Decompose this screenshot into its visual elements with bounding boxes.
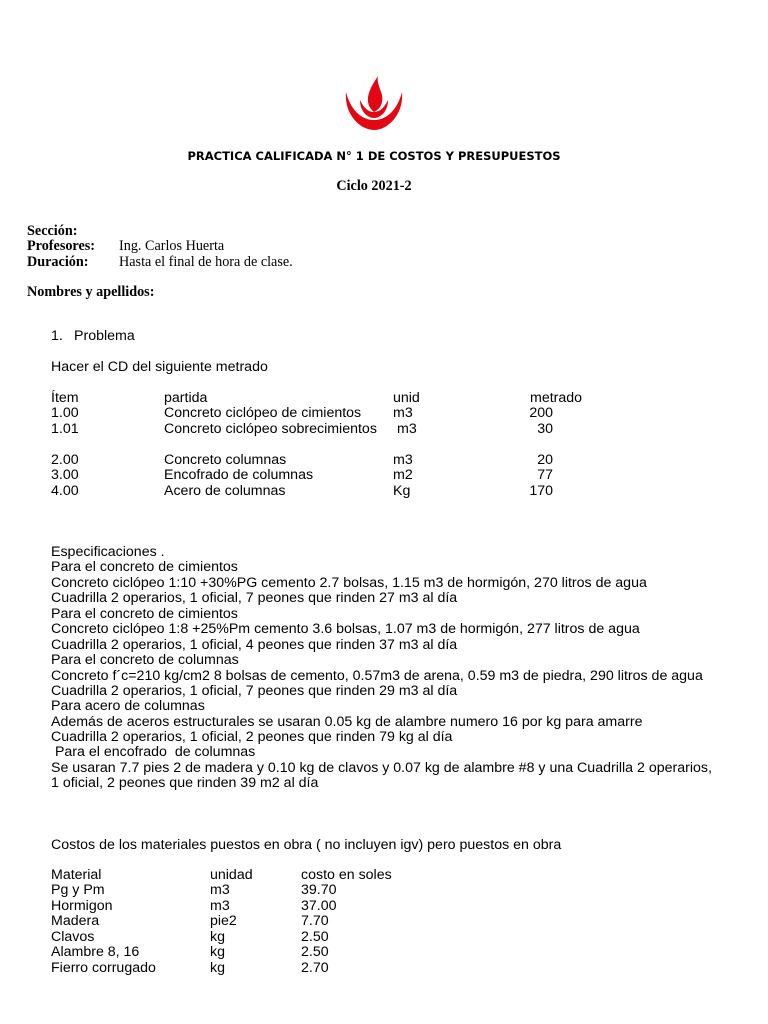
cell-material: Fierro corrugado <box>51 960 156 976</box>
cell-metrado: 20 <box>537 452 553 468</box>
cell-unidad: m3 <box>210 882 230 898</box>
section-label: Sección: <box>27 223 78 239</box>
cell-unid: m3 <box>393 405 413 421</box>
cell-partida: Encofrado de columnas <box>164 467 314 483</box>
cell-unidad: kg <box>210 944 225 960</box>
cell-unidad: pie2 <box>210 913 237 929</box>
materials-header-unidad: unidad <box>210 867 253 883</box>
specs-line: Concreto ciclópeo 1:8 +25%Pm cemento 3.6 bolsas, 1.07 m3 de hormigón, 277 litros de agua <box>51 621 640 637</box>
cell-unid: m3 <box>393 452 413 468</box>
metrado-header-metrado: metrado <box>530 390 583 406</box>
metrado-header-partida: partida <box>164 390 208 406</box>
cell-item: 4.00 <box>51 483 79 499</box>
metrado-header-item: Ítem <box>51 390 79 406</box>
cell-metrado: 200 <box>529 405 553 421</box>
materials-intro: Costos de los materiales puestos en obra ( no incluyen igv) pero puestos en obra <box>51 837 562 853</box>
materials-header-material: Material <box>51 867 102 883</box>
cell-item: 1.00 <box>51 405 79 421</box>
cell-material: Hormigon <box>51 898 113 914</box>
cell-item: 1.01 <box>51 421 79 437</box>
cell-partida: Concreto columnas <box>164 452 287 468</box>
names-label: Nombres y apellidos: <box>27 284 155 300</box>
cell-material: Clavos <box>51 929 95 945</box>
specs-line: Concreto ciclópeo 1:10 +30%PG cemento 2.7 bolsas, 1.15 m3 de hormigón, 270 litros de agua <box>51 575 647 591</box>
duration-value: Hasta el final de hora de clase. <box>119 254 293 270</box>
cell-material: Pg y Pm <box>51 882 105 898</box>
specs-line: Concreto f´c=210 kg/cm2 8 bolsas de cemento, 0.57m3 de arena, 0.59 m3 de piedra, 290 litros de agua <box>51 668 703 684</box>
page-title: PRACTICA CALIFICADA N° 1 DE COSTOS Y PRESUPUESTOS <box>187 149 561 163</box>
cell-metrado: 77 <box>537 467 553 483</box>
specs-line: Para el encofrado de columnas <box>51 744 256 760</box>
problem-number: 1. <box>51 328 63 344</box>
cell-unid: Kg <box>393 483 411 499</box>
specs-line: Para acero de columnas <box>51 698 205 714</box>
cell-partida: Acero de columnas <box>164 483 286 499</box>
cell-costo: 7.70 <box>301 913 329 929</box>
problem-intro: Hacer el CD del siguiente metrado <box>51 359 268 375</box>
cycle-label: Ciclo 2021-2 <box>336 178 412 194</box>
specs-line: Para el concreto de cimientos <box>51 559 238 575</box>
specs-line: Además de aceros estructurales se usaran 0.05 kg de alambre numero 16 por kg para amarre <box>51 714 643 730</box>
specs-line: Para el concreto de columnas <box>51 652 239 668</box>
specs-line: Para el concreto de cimientos <box>51 606 238 622</box>
specs-line: Se usaran 7.7 pies 2 de madera y 0.10 kg de clavos y 0.07 kg de alambre #8 y una Cuadrilla 2 operarios, <box>51 760 712 776</box>
duration-label: Duración: <box>27 254 89 270</box>
cell-partida: Concreto ciclópeo sobrecimientos <box>164 421 377 437</box>
cell-item: 2.00 <box>51 452 79 468</box>
metrado-header-unid: unid <box>393 390 420 406</box>
cell-costo: 39.70 <box>301 882 337 898</box>
cell-costo: 2.50 <box>301 944 329 960</box>
cell-costo: 37.00 <box>301 898 337 914</box>
materials-header-costo: costo en soles <box>301 867 392 883</box>
professors-label: Profesores: <box>27 238 96 254</box>
specs-line: Cuadrilla 2 operarios, 1 oficial, 4 peones que rinden 37 m3 al día <box>51 637 458 653</box>
specs-line: Cuadrilla 2 operarios, 1 oficial, 7 peones que rinden 27 m3 al día <box>51 590 458 606</box>
cell-unidad: kg <box>210 929 225 945</box>
cell-costo: 2.70 <box>301 960 329 976</box>
cell-material: Madera <box>51 913 100 929</box>
specs-line: Cuadrilla 2 operarios, 1 oficial, 7 peones que rinden 29 m3 al día <box>51 683 458 699</box>
professors-value: Ing. Carlos Huerta <box>119 238 225 254</box>
specs-line: Cuadrilla 2 operarios, 1 oficial, 2 peones que rinden 79 kg al día <box>51 729 453 745</box>
cell-metrado: 170 <box>529 483 553 499</box>
upc-flame-logo-icon <box>340 72 408 132</box>
cell-partida: Concreto ciclópeo de cimientos <box>164 405 362 421</box>
specs-line: 1 oficial, 2 peones que rinden 39 m2 al día <box>51 775 319 791</box>
cell-material: Alambre 8, 16 <box>51 944 140 960</box>
problem-title: Problema <box>74 328 135 344</box>
cell-metrado: 30 <box>537 421 553 437</box>
cell-unid: m2 <box>393 467 413 483</box>
cell-unid: m3 <box>397 421 417 437</box>
cell-costo: 2.50 <box>301 929 329 945</box>
specs-line: Especificaciones . <box>51 544 165 560</box>
cell-unidad: m3 <box>210 898 230 914</box>
cell-unidad: kg <box>210 960 225 976</box>
cell-item: 3.00 <box>51 467 79 483</box>
